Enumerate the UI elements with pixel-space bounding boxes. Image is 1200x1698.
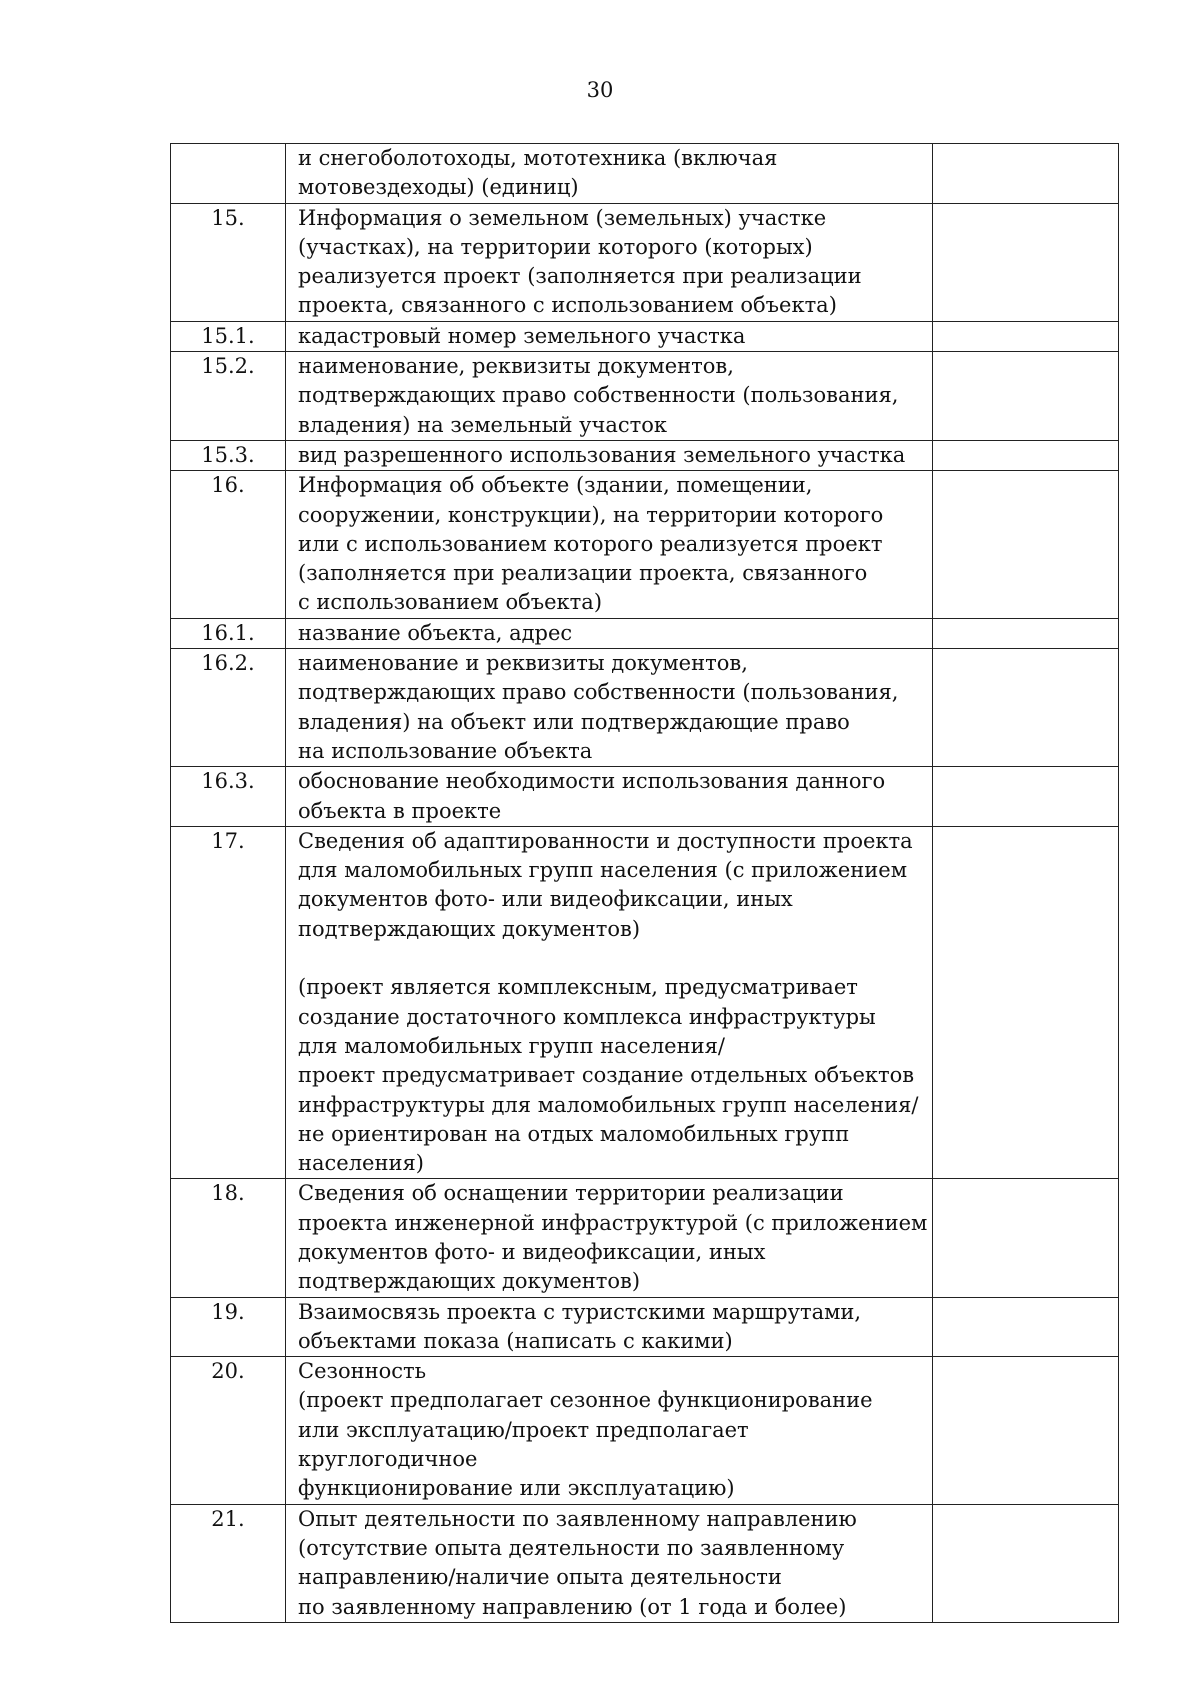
- row-number: 21.: [171, 1504, 286, 1622]
- table-row: [171, 618, 1119, 648]
- row-value-cell: [933, 440, 1119, 470]
- table-row: [171, 826, 1119, 1179]
- row-description: Информация о земельном (земельных) участке (участках), на территории которого (которых) реализуется проект (заполняется при реализации проекта, связанного с использованием объекта): [286, 203, 933, 321]
- page-number: 30: [586, 78, 614, 102]
- row-number: 19.: [171, 1297, 286, 1357]
- application-table: [170, 143, 1119, 1623]
- row-value-cell: [933, 1357, 1119, 1504]
- row-number: 16.: [171, 471, 286, 618]
- row-description: Сведения об оснащении территории реализации проекта инженерной инфраструктурой (с приложением документов фото- и видеофиксации, иных подтверждающих документов): [286, 1179, 933, 1297]
- row-number: 20.: [171, 1357, 286, 1504]
- table-row: [171, 1297, 1119, 1357]
- row-description: наименование и реквизиты документов, подтверждающих право собственности (пользования, владения) на объект или подтверждающие право на использование объекта: [286, 649, 933, 767]
- row-description: название объекта, адрес: [286, 618, 933, 648]
- row-description: Сведения об адаптированности и доступности проекта для маломобильных групп населения (с приложением документов фото- или видеофиксации, иных подтверждающих документов) (проект является комплексным, предусматривает создание достаточного комплекса инфраструктуры для маломобильных групп населения/ проект предусматривает создание отдельных объектов инфраструктуры для маломобильных групп населения/ не ориентирован на отдых маломобильных групп населения): [286, 826, 933, 1179]
- row-number: 17.: [171, 826, 286, 1179]
- row-description: кадастровый номер земельного участка: [286, 321, 933, 351]
- row-number: 16.1.: [171, 618, 286, 648]
- table-body: [171, 144, 1119, 1623]
- row-description: наименование, реквизиты документов, подтверждающих право собственности (пользования, владения) на земельный участок: [286, 352, 933, 441]
- table-row: [171, 440, 1119, 470]
- row-number: 15.1.: [171, 321, 286, 351]
- row-number: 16.3.: [171, 767, 286, 827]
- table-row: [171, 1179, 1119, 1297]
- row-number: 18.: [171, 1179, 286, 1297]
- table-row: [171, 767, 1119, 827]
- row-description: Взаимосвязь проекта с туристскими маршрутами, объектами показа (написать с какими): [286, 1297, 933, 1357]
- row-description: обоснование необходимости использования данного объекта в проекте: [286, 767, 933, 827]
- row-value-cell: [933, 144, 1119, 204]
- row-description: Информация об объекте (здании, помещении, сооружении, конструкции), на территории которого или с использованием которого реализуется проект (заполняется при реализации проекта, связанного с использованием объекта): [286, 471, 933, 618]
- row-value-cell: [933, 321, 1119, 351]
- row-value-cell: [933, 352, 1119, 441]
- row-value-cell: [933, 767, 1119, 827]
- table-row: [171, 203, 1119, 321]
- table-row: [171, 1504, 1119, 1622]
- row-description: Сезонность (проект предполагает сезонное функционирование или эксплуатацию/проект предполагает круглогодичное функционирование или эксплуатацию): [286, 1357, 933, 1504]
- row-description: вид разрешенного использования земельного участка: [286, 440, 933, 470]
- table-row: [171, 352, 1119, 441]
- row-description: Опыт деятельности по заявленному направлению (отсутствие опыта деятельности по заявленному направлению/наличие опыта деятельности по заявленному направлению (от 1 года и более): [286, 1504, 933, 1622]
- table-row: [171, 1357, 1119, 1504]
- table-row: [171, 321, 1119, 351]
- row-number: 15.3.: [171, 440, 286, 470]
- table-row: [171, 471, 1119, 618]
- row-value-cell: [933, 649, 1119, 767]
- row-value-cell: [933, 203, 1119, 321]
- row-number: [171, 144, 286, 204]
- row-value-cell: [933, 826, 1119, 1179]
- row-number: 15.: [171, 203, 286, 321]
- row-value-cell: [933, 471, 1119, 618]
- row-value-cell: [933, 1179, 1119, 1297]
- row-value-cell: [933, 618, 1119, 648]
- table-row: [171, 649, 1119, 767]
- row-value-cell: [933, 1297, 1119, 1357]
- row-number: 15.2.: [171, 352, 286, 441]
- row-number: 16.2.: [171, 649, 286, 767]
- table-row: [171, 144, 1119, 204]
- row-value-cell: [933, 1504, 1119, 1622]
- row-description: и снегоболотоходы, мототехника (включая мотовездеходы) (единиц): [286, 144, 933, 204]
